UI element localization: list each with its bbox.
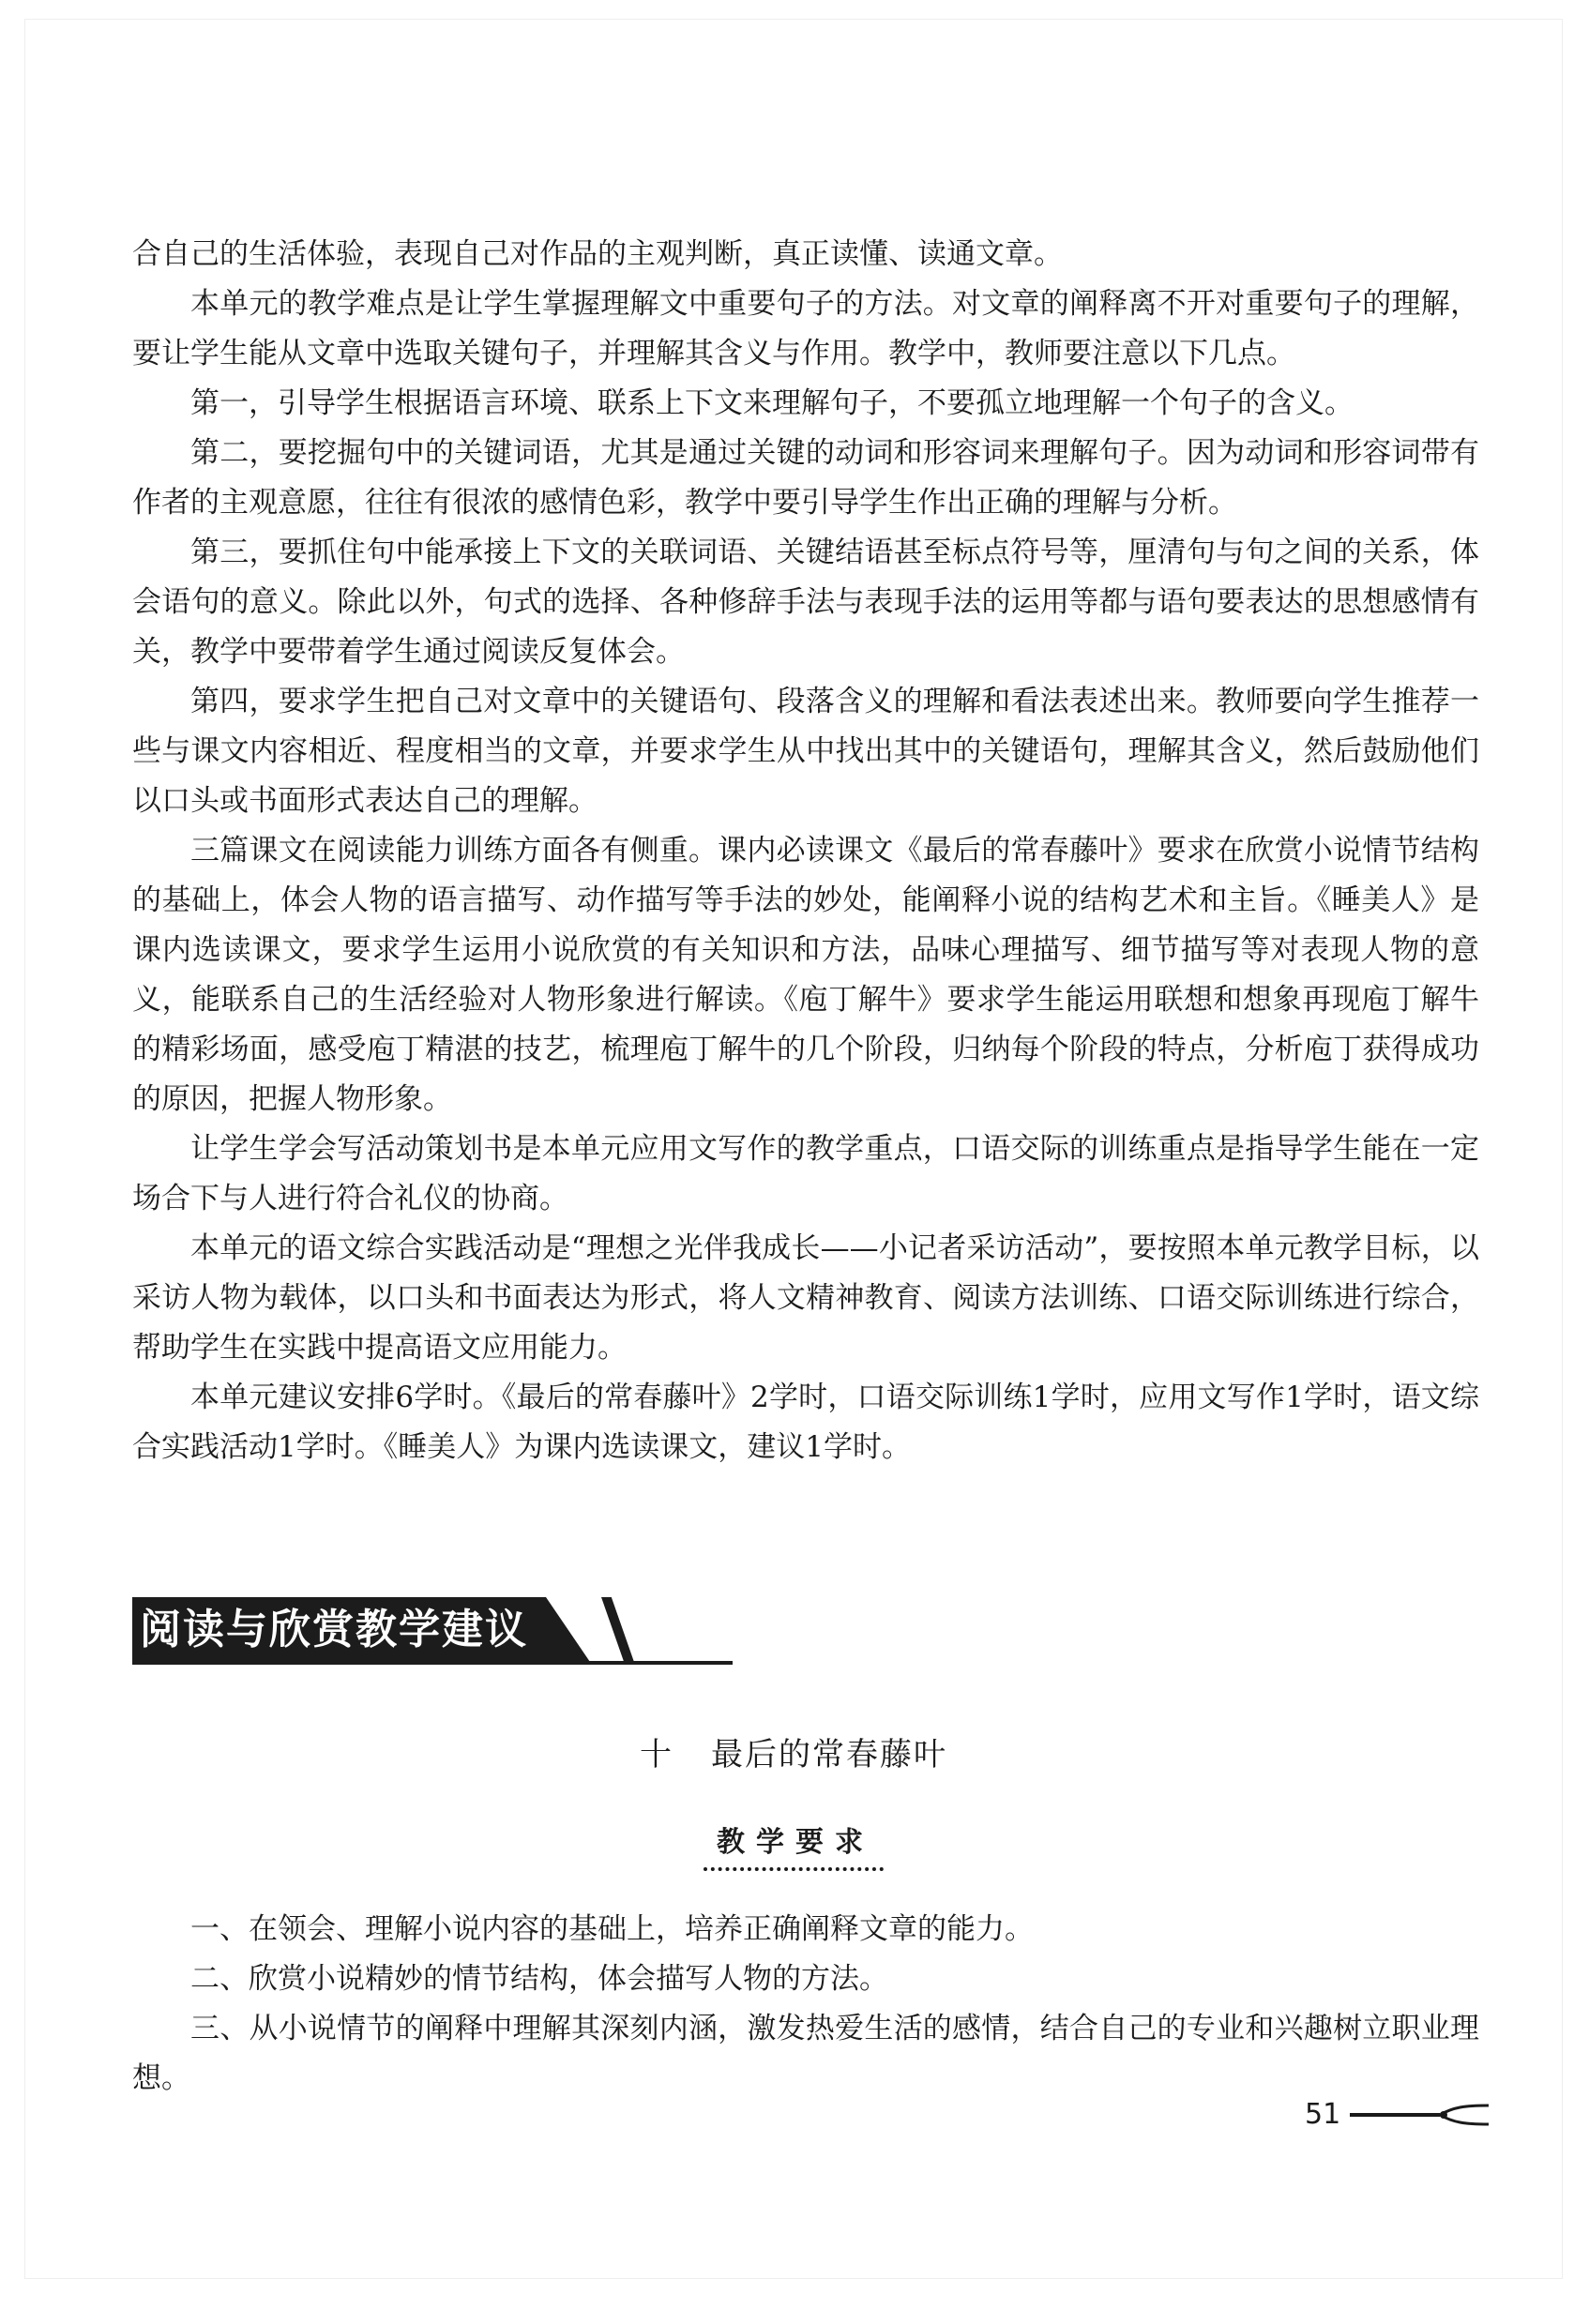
lesson-number: 十	[640, 1736, 673, 1773]
paragraph: 第二，要挖掘句中的关键词语，尤其是通过关键的动词和形容词来理解句子。因为动词和形容词带有作者的主观意愿，往往有很浓的感情色彩，教学中要引导学生作出正确的理解与分析。	[132, 436, 1479, 520]
requirement-item: 二、欣赏小说精妙的情节结构，体会描写人物的方法。	[190, 1962, 888, 1996]
requirement-item: 三、从小说情节的阐释中理解其深刻内涵，激发热爱生活的感情，结合自己的专业和兴趣树立职业理想。	[132, 2012, 1479, 2095]
section-title: 阅读与欣赏教学建议	[140, 1606, 528, 1653]
lesson-title	[25, 1728, 1562, 1774]
paragraph: 本单元建议安排6学时。《最后的常春藤叶》2学时，口语交际训练1学时，应用文写作1学时，语文综合实践活动1学时。《睡美人》为课内选读课文，建议1学时。	[132, 1381, 1479, 1464]
page-number-decoration	[1350, 2104, 1491, 2126]
requirement-item: 一、在领会、理解小说内容的基础上，培养正确阐释文章的能力。	[190, 1912, 1034, 1946]
requirements-heading: 教学要求	[704, 1818, 884, 1871]
page-number: 51	[1305, 2098, 1341, 2131]
body-text	[132, 230, 1479, 1472]
paragraph: 本单元的教学难点是让学生掌握理解文中重要句子的方法。对文章的阐释离不开对重要句子的理解，要让学生能从文章中选取关键句子，并理解其含义与作用。教学中，教师要注意以下几点。	[132, 287, 1479, 370]
paragraph: 合自己的生活体验，表现自己对作品的主观判断，真正读懂、读通文章。	[132, 237, 1063, 271]
paragraph: 第四，要求学生把自己对文章中的关键语句、段落含义的理解和看法表述出来。教师要向学生推荐一些与课文内容相近、程度相当的文章，并要求学生从中找出其中的关键语句，理解其含义，然后鼓励他们以口头或书面形式表达自己的理解。	[132, 685, 1479, 818]
lesson-name: 最后的常春藤叶	[711, 1736, 947, 1773]
banner-slash-decoration	[601, 1597, 635, 1665]
banner-underline	[132, 1661, 733, 1665]
document-page	[24, 19, 1563, 2279]
requirements-heading-wrap	[25, 1818, 1562, 1871]
paragraph: 第一，引导学生根据语言环境、联系上下文来理解句子，不要孤立地理解一个句子的含义。	[190, 386, 1354, 420]
paragraph: 让学生学会写活动策划书是本单元应用文写作的教学重点，口语交际的训练重点是指导学生能在一定场合下与人进行符合礼仪的协商。	[132, 1132, 1479, 1215]
paragraph: 第三，要抓住句中能承接上下文的关联词语、关键结语甚至标点符号等，厘清句与句之间的关系，体会语句的意义。除此以外，句式的选择、各种修辞手法与表现手法的运用等都与语句要表达的思想感情有关，教学中要带着学生通过阅读反复体会。	[132, 536, 1479, 669]
paragraph: 本单元的语文综合实践活动是“理想之光伴我成长——小记者采访活动”，要按照本单元教学目标，以采访人物为载体，以口头和书面表达为形式，将人文精神教育、阅读方法训练、口语交际训练进行综合，帮助学生在实践中提高语文应用能力。	[132, 1231, 1479, 1365]
requirements-list	[132, 1905, 1479, 2104]
section-banner	[132, 1597, 733, 1665]
paragraph: 三篇课文在阅读能力训练方面各有侧重。课内必读课文《最后的常春藤叶》要求在欣赏小说情节结构的基础上，体会人物的语言描写、动作描写等手法的妙处，能阐释小说的结构艺术和主旨。《睡美人》是课内选读课文，要求学生运用小说欣赏的有关知识和方法，品味心理描写、细节描写等对表现人物的意义，能联系自己的生活经验对人物形象进行解读。《庖丁解牛》要求学生能运用联想和想象再现庖丁解牛的精彩场面，感受庖丁精湛的技艺，梳理庖丁解牛的几个阶段，归纳每个阶段的特点，分析庖丁获得成功的原因，把握人物形象。	[132, 834, 1479, 1116]
